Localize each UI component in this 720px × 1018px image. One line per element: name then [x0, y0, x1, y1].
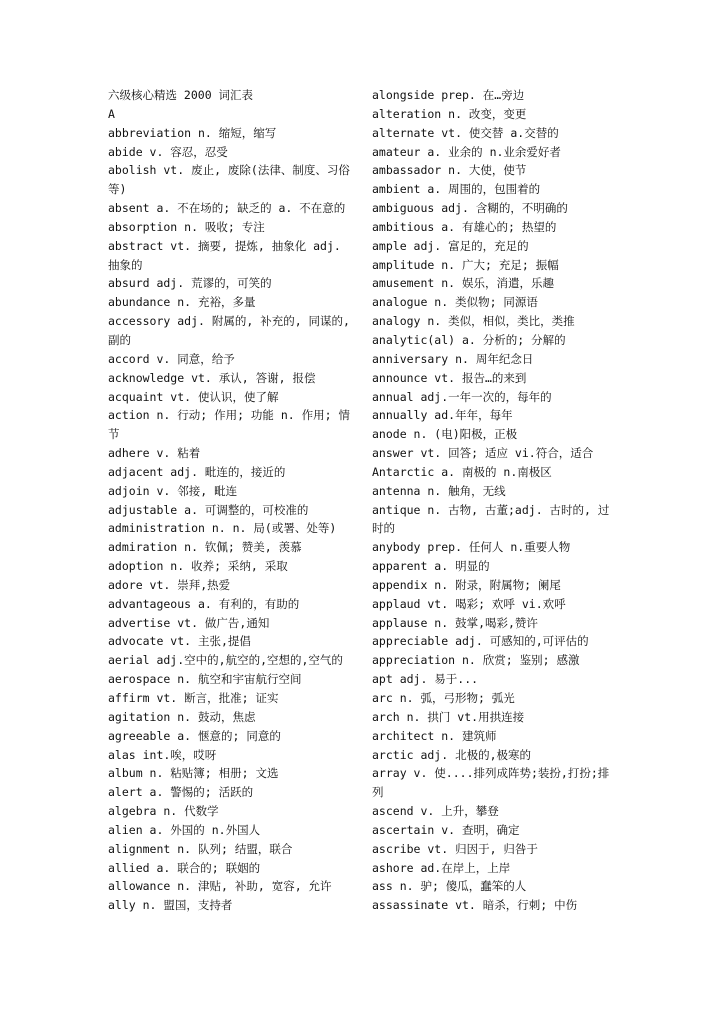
vocab-entry: amateur a. 业余的 n.业余爱好者	[372, 144, 561, 159]
vocab-entry: apt adj. 易于...	[372, 672, 479, 687]
vocab-entry: acquaint vt. 使认识，使了解	[108, 389, 279, 404]
vocab-entry: ambient a. 周围的，包围着的	[372, 182, 541, 197]
vocab-entry: absorption n. 吸收; 专注	[108, 219, 265, 234]
vocab-entry: antenna n. 触角，无线	[372, 483, 506, 498]
vocab-entry: applaud vt. 喝彩; 欢呼 vi.欢呼	[372, 596, 566, 611]
vocab-entry: anniversary n. 周年纪念日	[372, 351, 534, 366]
vocab-entry: album n. 粘贴簿; 相册; 文选	[108, 766, 279, 781]
vocab-entry: agitation n. 鼓动，焦虑	[108, 709, 256, 724]
vocab-entry: apparent a. 明显的	[372, 559, 490, 574]
document-title: 六级核心精选 2000 词汇表	[108, 88, 254, 102]
vocab-entry: anode n. (电)阳极，正极	[372, 427, 518, 442]
vocab-entry: alternate vt. 使交替 a.交替的	[372, 125, 559, 140]
vocab-entry: alas int.唉，哎呀	[108, 747, 217, 762]
vocab-entry: adjoin v. 邻接, 毗连	[108, 483, 238, 498]
vocab-entry: arctic adj. 北极的,极寒的	[372, 747, 532, 762]
vocab-entry: ambitious a. 有雄心的; 热望的	[372, 219, 557, 234]
vocab-entry: administration n. n. 局(或署、处等)	[108, 521, 337, 536]
vocab-entry: advantageous a. 有利的，有助的	[108, 596, 300, 611]
right-column	[372, 86, 616, 915]
vocab-entry: abstract vt. 摘要, 提炼, 抽象化 adj. 抽象的	[108, 238, 341, 272]
vocab-entry: adoption n. 收养; 采纳, 采取	[108, 559, 288, 574]
vocab-entry: abide v. 容忍，忍受	[108, 144, 228, 159]
vocab-entry: aerospace n. 航空和宇宙航行空间	[108, 672, 302, 687]
vocab-entry: antique n. 古物, 古董;adj. 古时的, 过时的	[372, 502, 610, 536]
vocab-entry: adjacent adj. 毗连的，接近的	[108, 464, 286, 479]
vocab-entry: allied a. 联合的; 联姻的	[108, 860, 261, 875]
vocab-entry: advocate vt. 主张,提倡	[108, 634, 251, 649]
vocab-entry: arch n. 拱门 vt.用拱连接	[372, 709, 525, 724]
vocab-entry: advertise vt. 做广告,通知	[108, 615, 270, 630]
vocab-entry: ambassador n. 大使，使节	[372, 163, 527, 178]
vocab-entry: anybody prep. 任何人 n.重要人物	[372, 540, 571, 555]
vocab-entry: allowance n. 津贴, 补助, 宽容, 允许	[108, 879, 332, 894]
vocab-entry: analogue n. 类似物; 同源语	[372, 295, 538, 310]
vocab-entry: ally n. 盟国，支持者	[108, 898, 233, 913]
vocab-entry: adore vt. 崇拜,热爱	[108, 577, 231, 592]
vocab-entry: alert a. 警惕的; 活跃的	[108, 785, 254, 800]
vocab-entry: alteration n. 改变，变更	[372, 106, 527, 121]
vocab-entry: ascertain v. 查明，确定	[372, 822, 520, 837]
vocab-entry: ample adj. 富足的，充足的	[372, 238, 529, 253]
vocab-entry: admiration n. 钦佩; 赞美, 羡慕	[108, 540, 302, 555]
vocab-entry: annually ad.年年，每年	[372, 408, 513, 423]
vocab-entry: ambiguous adj. 含糊的，不明确的	[372, 201, 568, 216]
vocab-entry: adjustable a. 可调整的，可校准的	[108, 502, 309, 517]
vocab-entry: algebra n. 代数学	[108, 804, 219, 819]
vocab-entry: assassinate vt. 暗杀，行刺; 中伤	[372, 898, 578, 913]
vocab-entry: announce vt. 报告…的来到	[372, 370, 527, 385]
vocab-entry: alongside prep. 在…旁边	[372, 88, 525, 102]
vocab-entry: affirm vt. 断言，批准; 证实	[108, 691, 279, 705]
vocab-entry: analytic(al) a. 分析的; 分解的	[372, 332, 566, 347]
vocab-entry: adhere v. 粘着	[108, 446, 201, 461]
vocab-entry: alignment n. 队列; 结盟，联合	[108, 841, 293, 856]
vocab-entry: ascend v. 上升，攀登	[372, 804, 499, 819]
vocab-entry: amplitude n. 广大; 充足; 振幅	[372, 257, 559, 272]
vocab-entry: applause n. 鼓掌,喝彩,赞许	[372, 615, 538, 630]
vocab-entry: amusement n. 娱乐，消遣，乐趣	[372, 276, 555, 291]
vocab-entry: ascribe vt. 归因于, 归咎于	[372, 841, 538, 856]
vocab-entry: appreciable adj. 可感知的,可评估的	[372, 634, 589, 649]
vocab-entry: appendix n. 附录，附属物; 阑尾	[372, 577, 561, 592]
vocab-entry: A	[108, 106, 115, 121]
vocab-entry: acknowledge vt. 承认, 答谢, 报偿	[108, 370, 316, 385]
vocab-entry: answer vt. 回答; 适应 vi.符合，适合	[372, 446, 594, 461]
vocab-entry: array v. 使....排列成阵势;装扮,打扮;排列	[372, 766, 610, 800]
vocab-entry: absurd adj. 荒谬的，可笑的	[108, 276, 272, 291]
vocab-entry: alien a. 外国的 n.外国人	[108, 822, 261, 837]
vocab-entry: abundance n. 充裕，多量	[108, 295, 256, 310]
vocab-entry: accord v. 同意，给予	[108, 351, 235, 366]
vocab-entry: absent a. 不在场的; 缺乏的 a. 不在意的	[108, 201, 346, 216]
vocab-entry: ass n. 驴; 傻瓜，蠢笨的人	[372, 879, 527, 894]
vocab-entry: annual adj.一年一次的，每年的	[372, 389, 552, 404]
vocab-entry: action n. 行动; 作用; 功能 n. 作用; 情节	[108, 408, 350, 442]
vocab-entry: appreciation n. 欣赏; 鉴别; 感激	[372, 653, 580, 668]
vocab-entry: ashore ad.在岸上，上岸	[372, 860, 511, 875]
vocab-entry: aerial adj.空中的,航空的,空想的,空气的	[108, 653, 343, 668]
vocab-entry: accessory adj. 附属的, 补充的, 同谋的, 副的	[108, 314, 350, 347]
vocab-entry: abolish vt. 废止, 废除(法律、制度、习俗等)	[108, 163, 350, 197]
left-column	[108, 86, 352, 915]
vocab-entry: analogy n. 类似，相似，类比，类推	[372, 314, 575, 329]
vocab-entry: Antarctic a. 南极的 n.南极区	[372, 464, 552, 479]
vocab-entry: abbreviation n. 缩短，缩写	[108, 125, 277, 140]
vocab-entry: agreeable a. 惬意的; 同意的	[108, 728, 281, 743]
vocab-entry: architect n. 建筑师	[372, 728, 497, 743]
vocab-entry: arc n. 弧，弓形物; 弧光	[372, 691, 515, 705]
